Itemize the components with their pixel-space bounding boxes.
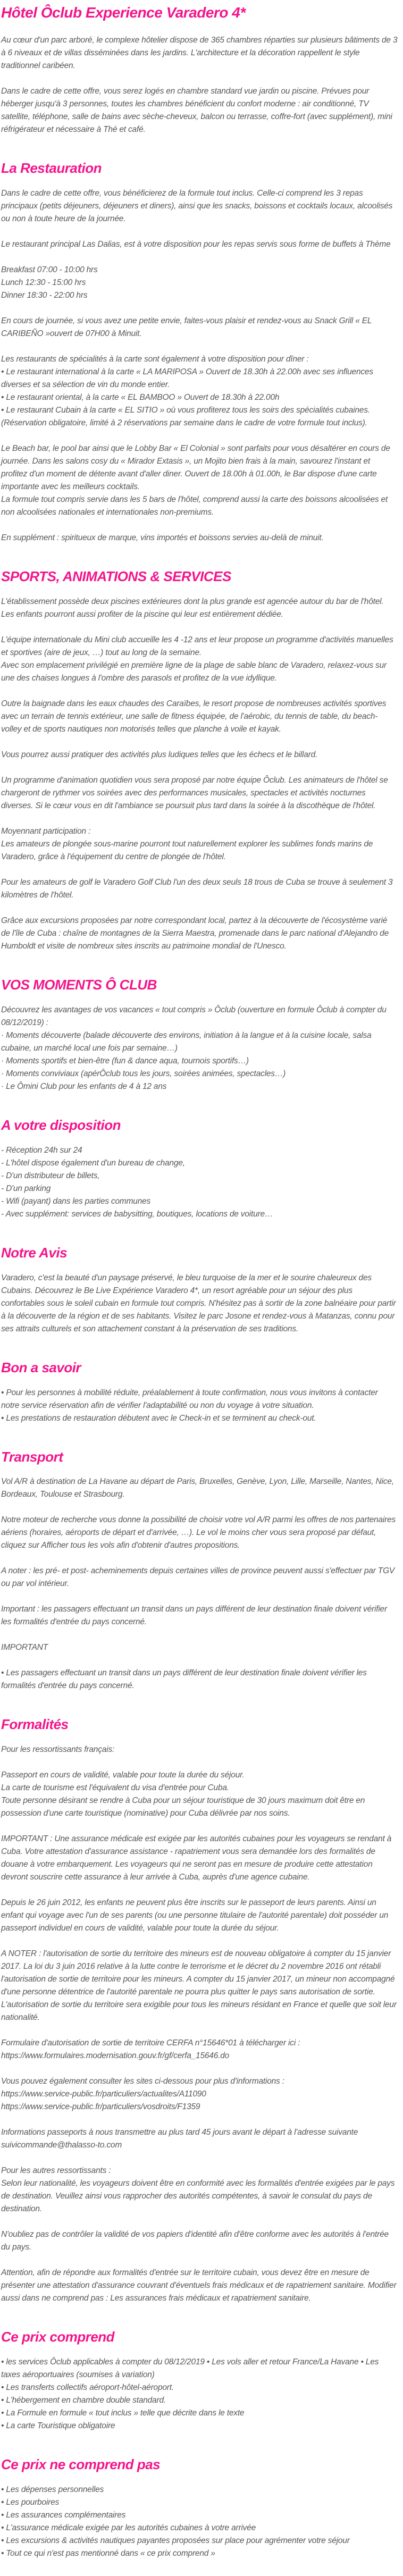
text-block <box>1 1769 398 1820</box>
text-block <box>1 264 398 302</box>
text-block <box>1 1833 398 1884</box>
text-block <box>1 2037 398 2062</box>
text-block <box>1 634 398 685</box>
section-heading-ce-prix-comprend: Ce prix comprend <box>1 2329 115 2345</box>
paragraph: A noter : les pré- et post- acheminements depuis certaines villes de province peuvent aussi s'effectuer par TGV ou par vol intérieur. <box>1 1566 395 1589</box>
section-intro <box>1 34 398 136</box>
text-block <box>1 238 398 251</box>
text-block <box>1 1743 398 1756</box>
section-heading-formalites: Formalités <box>1 1716 69 1733</box>
paragraph: Le Beach bar, le pool bar ainsi que le Lobby Bar « El Colonial » sont parfaits pour vous désaltérer en cours de journée. Dans les salons cosy du « Mirador Extasis », un Mojito bien frais à la main, savourez l'instant et profitez d'un moment de détente avant d'aller diner. Ouvert de 18.00h à 01.00h, le Bar dispose d'une carte importante avec les meilleurs cocktails. <box>1 444 390 492</box>
paragraph: • les services Ôclub applicables à compter du 08/12/2019 • Les vols aller et retour France/La Havane • Les taxes aéroportuaires (soumises à variation) <box>1 2357 379 2380</box>
paragraph: Les restaurants de spécialités à la carte sont également à votre disposition pour dîner : <box>1 355 309 364</box>
paragraph: • Le restaurant international à la carte « LA MARIPOSA » Ouvert de 18.30h à 22.00h avec ses influences diverses et sa sélection de vin du monde entier. <box>1 367 373 390</box>
paragraph: La carte de tourisme est l'équivalent du visa d'entrée pour Cuba. <box>1 1783 229 1793</box>
section-notre-avis <box>1 1245 398 1336</box>
paragraph: Vous pourrez aussi pratiquer des activités plus ludiques telles que les échecs et le billard. <box>1 750 318 759</box>
paragraph: Dans le cadre de cette offre, vous serez logés en chambre standard vue jardin ou piscine. Prévues pour héberger jusqu'à 3 personnes, toutes les chambres bénéficient du confort moderne : air conditionné, TV satellite, téléphone, salle de bains avec sèche-cheveux, balcon ou terrasse, coffre-fort (avec supplément), mini réfrigérateur et nécessaire à Thé et café. <box>1 87 392 135</box>
text-block <box>1 749 398 761</box>
paragraph: • La Formule en formule « tout inclus » telle que décrite dans le texte <box>1 2409 245 2418</box>
paragraph: Attention, afin de répondre aux formalités d'entrée sur le territoire cubain, vous devez être en mesure de présenter une attestation d'assurance couvrant d'éventuels frais médicaux et de rapatriement sanitaire. Modifier aussi dans ne comprend pas : Les assurances frais médicaux et rapatriement sanitaire. <box>1 2268 397 2303</box>
paragraph: • L'hébergement en chambre double standard. <box>1 2396 166 2405</box>
section-ce-prix-ne-comprend-pas <box>1 2457 398 2560</box>
paragraph: Vol A/R à destination de La Havane au départ de Paris, Bruxelles, Genève, Lyon, Lille, Marseille, Nantes, Nice, Bordeaux, Toulouse et Strasbourg. <box>1 1477 394 1499</box>
paragraph: Important : les passagers effectuant un transit dans un pays différent de leur destination finale doivent vérifier les formalités d'entrée du pays concerné. <box>1 1605 387 1627</box>
section-transport <box>1 1449 398 1693</box>
paragraph: • La carte Touristique obligatoire <box>1 2421 115 2431</box>
text-block <box>1 595 398 621</box>
paragraph: Passeport en cours de validité, valable pour toute la durée du séjour. <box>1 1771 245 1780</box>
text-block <box>1 2356 398 2432</box>
paragraph: N'oubliez pas de contrôler la validité de vos papiers d'identité afin d'être conforme avec les autorités à l'entrée du pays. <box>1 2230 389 2252</box>
text-block <box>1 1897 398 1935</box>
paragraph: • Les dépenses personnelles <box>1 2485 104 2495</box>
text-block <box>1 2483 398 2560</box>
paragraph: Vous pouvez également consulter les sites ci-dessous pour plus d'informations : <box>1 2077 284 2086</box>
paragraph: Grâce aux excursions proposées par notre correspondant local, partez à la découverte de l'écosystème varié de l'île de Cuba : chaîne de montagnes de la Sierra Maestra, promenade dans le parc national d'Alejandro de Humboldt et visite de nombreux sites inscrits au patrimoine mondial de l'Unesco. <box>1 916 389 951</box>
text-block <box>1 2126 398 2152</box>
text-block <box>1 1514 398 1552</box>
paragraph: • Le restaurant oriental, à la carte « EL BAMBOO » Ouvert de 18.30h à 22.00h <box>1 393 280 402</box>
paragraph: Lunch 12:30 - 15:00 hrs <box>1 278 86 288</box>
paragraph: • Les prestations de restauration débutent avec le Check-in et se terminent au check-out. <box>1 1413 316 1423</box>
paragraph: - Avec supplément: services de babysitting, boutiques, locations de voiture… <box>1 1209 273 1219</box>
paragraph: - Réception 24h sur 24 <box>1 1145 82 1155</box>
text-block <box>1 532 398 544</box>
paragraph: Toute personne désirant se rendre à Cuba pour un séjour touristique de 30 jours maximum doit être en possession d'une carte touristique (nominative) pour Cuba délivrée par nos soins. <box>1 1796 365 1818</box>
paragraph: A NOTER : l'autorisation de sortie du territoire des mineurs est de nouveau obligatoire à compter du 15 janvier 2017. La loi du 3 juin 2016 relative à la lutte contre le terrorisme et le décret du 2 novembre 2016 ont rétabli l'autorisation de sortie de territoire pour les mineurs. A compter du 15 janvier 2017, un mineur non accompagné d'une personne détentrice de l'autorité parentale ne pourra plus quitter le pays sans autorisation de sortie. <box>1 1949 395 1997</box>
url-link[interactable]: https://www.formulaires.modernisation.gouv.fr/gf/cerfa_15646.do <box>1 2051 230 2061</box>
paragraph: • Les passagers effectuant un transit dans un pays différent de leur destination finale doivent vérifier les formalités d'entrée du pays concerné. <box>1 1668 367 1691</box>
section-heading-vos-moments-o-club: VOS MOMENTS Ô CLUB <box>1 976 157 993</box>
paragraph: • Les pourboires <box>1 2498 60 2507</box>
text-block <box>1 698 398 736</box>
paragraph: Breakfast 07:00 - 10:00 hrs <box>1 265 98 275</box>
paragraph: • Les transferts collectifs aéroport-hôtel-aéroport. <box>1 2383 174 2393</box>
text-block <box>1 1272 398 1336</box>
paragraph: L'équipe internationale du Mini club accueille les 4 -12 ans et leur propose un programme d'activités manuelles et sportives (aire de jeux, …) tout au long de la semaine. <box>1 635 393 657</box>
page-title: Hôtel Ôclub Experience Varadero 4* <box>1 4 246 21</box>
text-block <box>1 442 398 519</box>
text-block <box>1 315 398 340</box>
paragraph: • Pour les personnes à mobilité réduite, préalablement à toute confirmation, nous vous invitons à contacter notre service réservation afin de vérifier l'adaptabilité ou non du voyage à votre situation. <box>1 1388 378 1410</box>
text-block <box>1 876 398 902</box>
paragraph: • Le restaurant Cubain à la carte « EL SITIO » où vous profiterez tous les soirs des spécialités cubaines. (Réservation obligatoire, limité à 2 réservations par semaine dans le cadre de votre formule tout inclus). <box>1 406 370 428</box>
paragraph: · Moments conviviaux (apérÔclub tous les jours, soirées animées, spectacles…) <box>1 1069 286 1078</box>
paragraph: Outre la baignade dans les eaux chaudes des Caraïbes, le resort propose de nombreuses activités sportives avec un terrain de tennis extérieur, une salle de fitness équipée, de l'aérobic, du tennis de table, du beach-volley et de sports nautiques non motorisés telles que planche à voile et kayak. <box>1 699 387 734</box>
text-block <box>1 1667 398 1692</box>
paragraph: Au cœur d'un parc arboré, le complexe hôtelier dispose de 365 chambres réparties sur plusieurs bâtiments de 3 à 6 niveaux et de villas disséminées dans les jardins. L'architecture et la décoration rappellent le style traditionnel caribéen. <box>1 36 398 71</box>
section-heading-ce-prix-ne-comprend-pas: Ce prix ne comprend pas <box>1 2456 161 2473</box>
text-block <box>1 825 398 863</box>
section-heading-a-votre-disposition: A votre disposition <box>1 1117 121 1133</box>
paragraph: Depuis le 26 juin 2012, les enfants ne peuvent plus être inscrits sur le passeport de leurs parents. Ainsi un enfant qui voyage avec l'un de ses parents (ou une personne titulaire de l'autorité parentale) doit posséder un passeport individuel en cours de validité, valable pour toute la durée du séjour. <box>1 1898 389 1933</box>
paragraph: Dinner 18:30 - 22:00 hrs <box>1 291 88 300</box>
text-block <box>1 1144 398 1221</box>
text-block <box>1 914 398 953</box>
paragraph: • Les excursions & activités nautiques payantes proposées sur place pour agrémenter votre séjour <box>1 2536 350 2546</box>
paragraph: La formule tout compris servie dans les 5 bars de l'hôtel, comprend aussi la carte des boissons alcoolisées et non alcoolisées nationales et internationales non-premiums. <box>1 495 388 517</box>
text-block <box>1 1565 398 1590</box>
paragraph: Un programme d'animation quotidien vous sera proposé par notre équipe Ôclub. Les animateurs de l'hôtel se chargeront de rythmer vos soirées avec des performances musicales, spectacles et activités nocturnes diverses. Si le cœur vous en dit l'ambiance se poursuit plus tard dans la soirée à la discothèque de l'hôtel. <box>1 775 388 810</box>
text-block <box>1 34 398 72</box>
text-block <box>1 1475 398 1501</box>
section-heading-sports-animations-services: SPORTS, ANIMATIONS & SERVICES <box>1 568 231 585</box>
paragraph: Découvrez les avantages de vos vacances « tout compris » Ôclub (ouverture en formule Ôclub à compter du 08/12/2019) : <box>1 1005 387 1027</box>
paragraph: Avec son emplacement privilégié en première ligne de la plage de sable blanc de Varadero, relaxez-vous sur une des chaises longues à l'ombre des parasols et profitez de la vue idyllique. <box>1 660 387 683</box>
paragraph: Dans le cadre de cette offre, vous bénéficierez de la formule tout inclus. Celle-ci comprend les 3 repas principaux (petits déjeuners, déjeuners et diners), ainsi que les snacks, boissons et cocktails locaux, alcoolisés ou non à toute heure de la journée. <box>1 189 393 224</box>
paragraph: Pour les amateurs de golf le Varadero Golf Club l'un des deux seuls 18 trous de Cuba se trouve à seulement 3 kilomètres de l'hôtel. <box>1 877 393 900</box>
paragraph: Notre moteur de recherche vous donne la possibilité de choisir votre vol A/R parmi les offres de nos partenaires aériens (horaires, aéroports de départ et d'arrivée, …). Le vol le moins cher vous sera proposé par défaut, cliquez sur Afficher tous les vols afin d'obtenir d'autres propositions. <box>1 1515 396 1550</box>
url-link[interactable]: https://www.service-public.fr/particuliers/actualites/A11090 <box>1 2090 206 2099</box>
paragraph: · Moments sportifs et bien-être (fun & dance aqua, tournois sportifs…) <box>1 1056 249 1065</box>
paragraph: - D'un distributeur de billets, <box>1 1171 100 1180</box>
text-block <box>1 1387 398 1425</box>
paragraph: Pour les autres ressortissants : <box>1 2166 111 2176</box>
section-restauration <box>1 161 398 544</box>
paragraph: IMPORTANT : Une assurance médicale est exigée par les autorités cubaines pour les voyageurs se rendant à Cuba. Votre attestation d'assurance assistance - rapatriement vous sera demandée lors des formalités de douane à votre embarquement. Les voyageurs qui ne seront pas en mesure de produire cette attestation devront souscrire cette assurance à leur arrivée à Cuba, auprès d'une agence cubaine. <box>1 1834 392 1882</box>
paragraph: · Le Ômini Club pour les enfants de 4 à 12 ans <box>1 1081 167 1091</box>
paragraph: Varadero, c'est la beauté d'un paysage préservé, le bleu turquoise de la mer et le sourire chaleureux des Cubains. Découvrez le Be Live Expérience Varadero 4*, un resort agréable pour un séjour des plus confortables sous le soleil cubain en formule tout compris. N'hésitez pas à sortir de la zone balnéaire pour partir à la découverte de la région et de ses habitants. Visitez le parc Josone et rendez-vous à Matanzas, connu pour ses attraits culturels et son attachement constant à la préservation de ses traditions. <box>1 1273 396 1333</box>
paragraph: Les amateurs de plongée sous-marine pourront tout naturellement explorer les sublimes fonds marins de Varadero, grâce à l'équipement du centre de plongée de l'hôtel. <box>1 839 373 861</box>
paragraph: Selon leur nationalité, les voyageurs doivent être en conformité avec les formalités d'entrée exigées par le pays de destination. Veuillez ainsi vous rapprocher des autorités compétentes, à savoir le consulat du pays de destination. <box>1 2179 395 2214</box>
text-block <box>1 1641 398 1654</box>
paragraph: Informations passeports à nous transmettre au plus tard 45 jours avant le départ à l'adresse suivante suivicommande@thalasso-to.com <box>1 2128 358 2150</box>
paragraph: L'autorisation de sortie du territoire sera exigible pour tous les mineurs résidant en France et quelle que soit leur nationalité. <box>1 2000 397 2023</box>
text-block <box>1 85 398 136</box>
text-block <box>1 1004 398 1093</box>
text-block <box>1 1603 398 1629</box>
content <box>1 34 398 2560</box>
section-ce-prix-comprend <box>1 2329 398 2432</box>
paragraph: L'établissement possède deux piscines extérieures dont la plus grande est agencée autour du bar de l'hôtel. Les enfants pourront aussi profiter de la piscine qui leur est entièrement dédiée. <box>1 597 384 619</box>
paragraph: - L'hôtel dispose également d'un bureau de change, <box>1 1158 185 1168</box>
text-block <box>1 353 398 430</box>
paragraph: • L'assurance médicale exigée par les autorités cubaines à votre arrivée <box>1 2523 256 2533</box>
section-heading-bon-a-savoir: Bon a savoir <box>1 1359 81 1375</box>
text-block <box>1 2267 398 2305</box>
url-link[interactable]: https://www.service-public.fr/particuliers/vosdroits/F1359 <box>1 2102 200 2112</box>
text-block <box>1 774 398 812</box>
paragraph: - D'un parking <box>1 1184 51 1193</box>
paragraph: Pour les ressortissants français: <box>1 1745 115 1755</box>
paragraph: • Tout ce qui n'est pas mentionné dans « ce prix comprend » <box>1 2549 215 2558</box>
paragraph: En supplément : spiritueux de marque, vins importés et boissons servies au-delà de minuit. <box>1 533 324 543</box>
text-block <box>1 2075 398 2113</box>
paragraph: - Wifi (payant) dans les parties communes <box>1 1196 151 1206</box>
section-bon-a-savoir <box>1 1360 398 1425</box>
paragraph: • Les assurances complémentaires <box>1 2511 126 2520</box>
section-heading-notre-avis: Notre Avis <box>1 1244 68 1261</box>
paragraph: En cours de journée, si vous avez une petite envie, faites-vous plaisir et rendez-vous au Snack Grill « EL CARIBEÑO »ouvert de 07H00 à Minuit. <box>1 316 372 339</box>
paragraph: Moyennant participation : <box>1 826 91 836</box>
section-vos-moments-o-club <box>1 977 398 1093</box>
paragraph: · Moments découverte (balade découverte des environs, initiation à la langue et à la cuisine locale, salsa cubaine, un marché local une fois par semaine…) <box>1 1030 372 1053</box>
section-formalites <box>1 1717 398 2305</box>
paragraph: Le restaurant principal Las Dalias, est à votre disposition pour les repas servis sous forme de buffets à Thème <box>1 240 391 249</box>
text-block <box>1 187 398 225</box>
text-block <box>1 1948 398 2024</box>
section-heading-transport: Transport <box>1 1448 63 1465</box>
text-block <box>1 2164 398 2216</box>
paragraph: Formulaire d'autorisation de sortie de territoire CERFA n°15646*01 à télécharger ici : <box>1 2038 300 2048</box>
section-a-votre-disposition <box>1 1118 398 1221</box>
section-heading-restauration: La Restauration <box>1 160 102 177</box>
paragraph: IMPORTANT <box>1 1643 48 1652</box>
text-block <box>1 2228 398 2254</box>
section-sports-animations-services <box>1 569 398 953</box>
